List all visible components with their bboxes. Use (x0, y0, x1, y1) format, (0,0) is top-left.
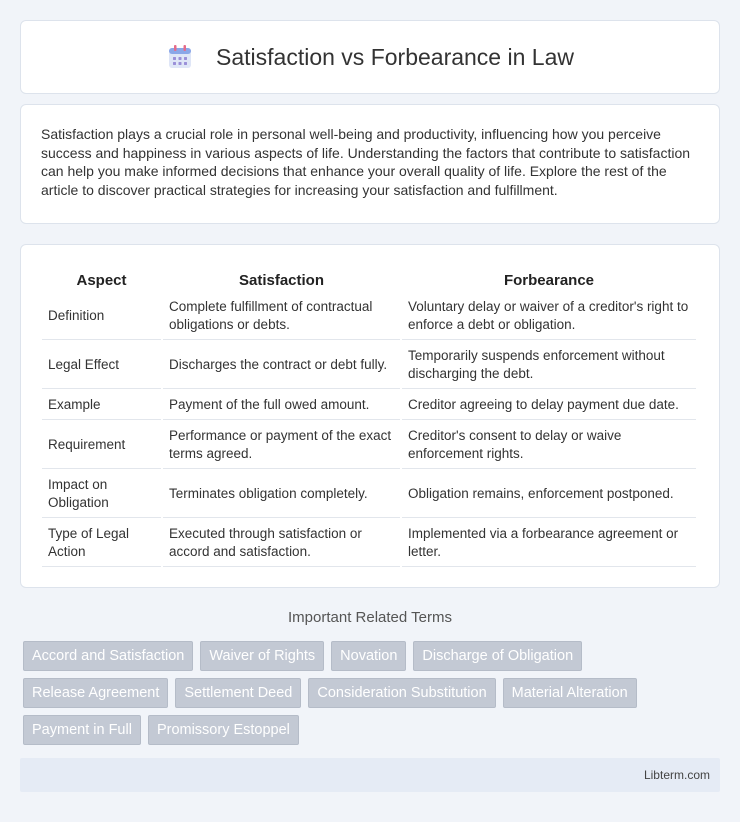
table-cell: Example (42, 391, 161, 420)
related-term-tag[interactable]: Promissory Estoppel (148, 715, 299, 745)
table-cell: Executed through satisfaction or accord and satisfaction. (163, 520, 400, 567)
table-cell: Implemented via a forbearance agreement or letter. (402, 520, 696, 567)
related-terms-title: Important Related Terms (288, 609, 452, 626)
header-aspect: Aspect (76, 271, 127, 289)
title-card (20, 20, 720, 94)
table-cell: Terminates obligation completely. (163, 471, 400, 518)
table-cell: Legal Effect (42, 342, 161, 389)
header-forbearance: Forbearance (503, 271, 595, 289)
table-cell: Performance or payment of the exact terms agreed. (163, 422, 400, 469)
comparison-table-card (20, 244, 720, 588)
table-cell: Definition (42, 293, 161, 340)
table-cell: Requirement (42, 422, 161, 469)
table-cell: Obligation remains, enforcement postponed. (402, 471, 696, 518)
header-satisfaction: Satisfaction (238, 271, 325, 289)
table-row (42, 391, 696, 420)
comparison-table (40, 265, 698, 569)
related-term-tag[interactable]: Material Alteration (503, 678, 637, 708)
table-row (42, 422, 696, 469)
table-cell: Payment of the full owed amount. (163, 391, 400, 420)
table-cell: Complete fulfillment of contractual obligations or debts. (163, 293, 400, 340)
table-cell: Creditor's consent to delay or waive enforcement rights. (402, 422, 696, 469)
table-cell: Temporarily suspends enforcement without discharging the debt. (402, 342, 696, 389)
related-term-tag[interactable]: Waiver of Rights (200, 641, 324, 671)
related-term-tag[interactable]: Consideration Substitution (308, 678, 495, 708)
table-cell: Creditor agreeing to delay payment due date. (402, 391, 696, 420)
table-row (42, 342, 696, 389)
related-term-tag[interactable]: Accord and Satisfaction (23, 641, 193, 671)
footer-site-link[interactable]: Libterm.com (643, 768, 710, 782)
table-cell: Impact on Obligation (42, 471, 161, 518)
table-cell: Type of Legal Action (42, 520, 161, 567)
related-term-tag[interactable]: Payment in Full (23, 715, 141, 745)
footer (20, 758, 720, 792)
intro-card (20, 104, 720, 224)
related-term-tag[interactable]: Settlement Deed (175, 678, 301, 708)
related-term-tag[interactable]: Novation (331, 641, 406, 671)
page-title: Satisfaction vs Forbearance in Law (216, 43, 574, 70)
table-row (42, 471, 696, 518)
related-term-tag[interactable]: Discharge of Obligation (413, 641, 582, 671)
calendar-icon (166, 43, 194, 71)
table-cell: Discharges the contract or debt fully. (163, 342, 400, 389)
table-header-row (42, 267, 696, 291)
table-row (42, 293, 696, 340)
related-terms-list (23, 641, 723, 745)
table-row (42, 520, 696, 567)
related-term-tag[interactable]: Release Agreement (23, 678, 168, 708)
table-cell: Voluntary delay or waiver of a creditor's right to enforce a debt or obligation. (402, 293, 696, 340)
intro-text: Satisfaction plays a crucial role in personal well-being and productivity, influencing how you perceive success and happiness in various aspects of life. Understanding the factors that contribute to satisfaction can help you make informed decisions that enhance your overall quality of life. Explore the rest of the article to discover practical strategies for increasing your satisfaction and fulfillment. (41, 126, 691, 198)
